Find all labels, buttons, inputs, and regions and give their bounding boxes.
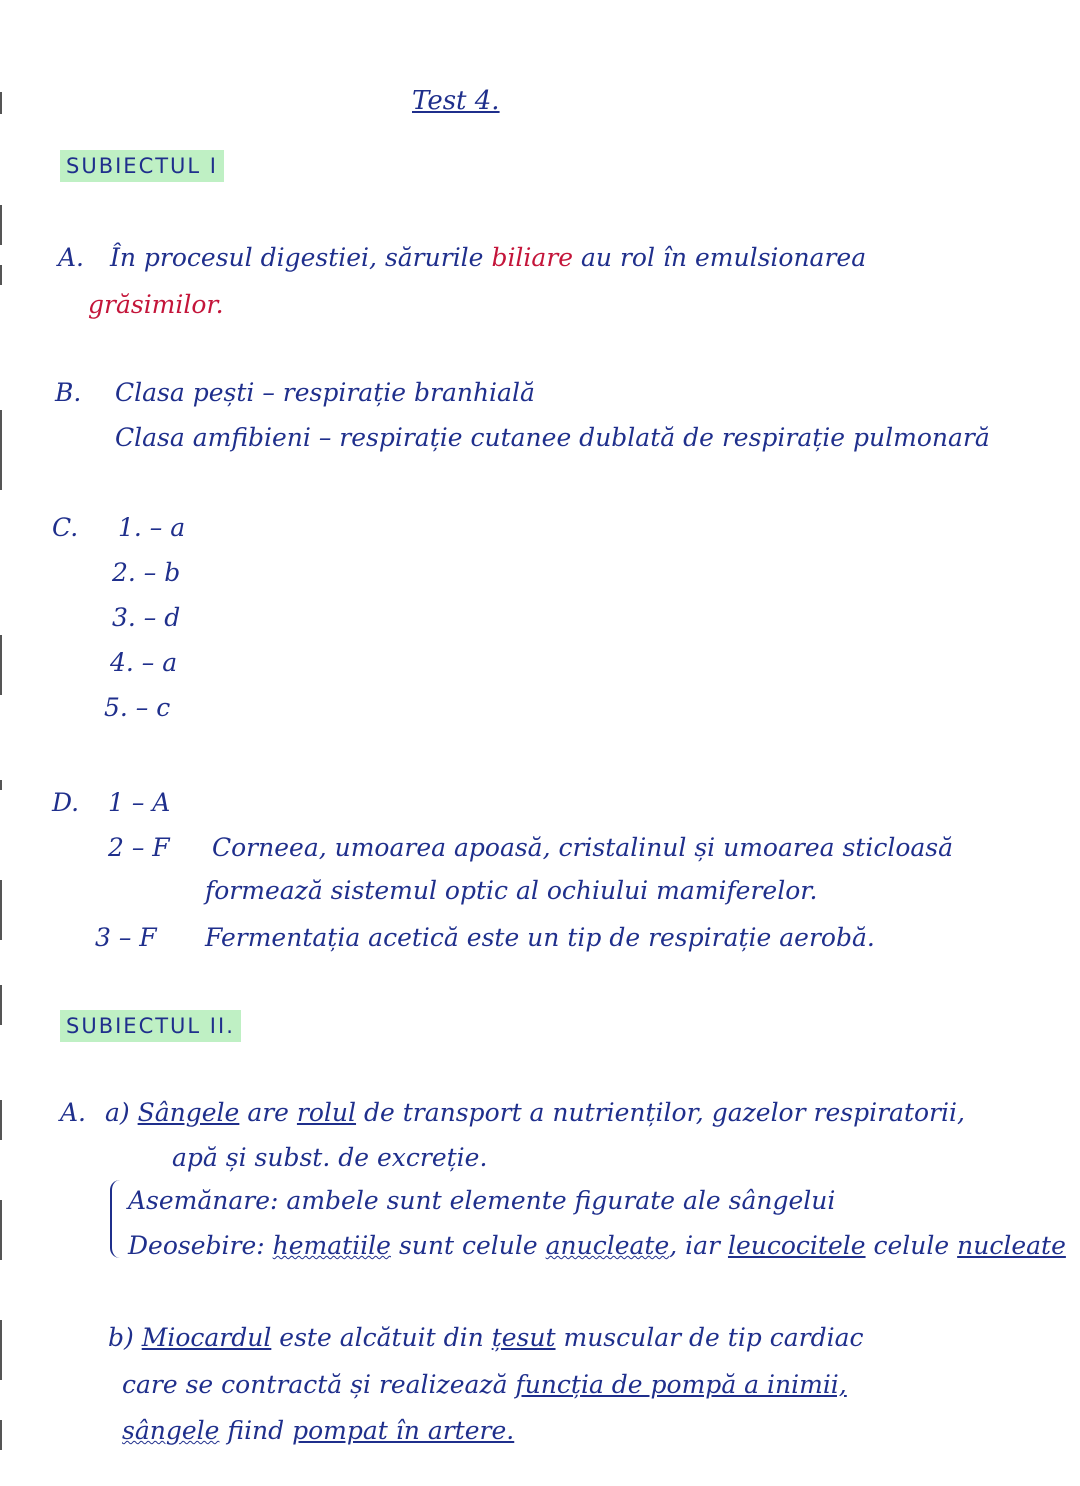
section-c-item-5: 5. – c bbox=[104, 693, 171, 722]
section-b-line-1: Clasa pești – respirație branhială bbox=[115, 378, 535, 407]
section-2a-line-2: apă și subst. de excreție. bbox=[172, 1143, 488, 1172]
arteries-term: pompat în artere. bbox=[292, 1416, 515, 1445]
similarity-line bbox=[128, 1188, 835, 1213]
section-a-label: A. bbox=[58, 243, 85, 272]
section-2a-label: A. bbox=[60, 1098, 87, 1127]
item-a-label: a) bbox=[105, 1098, 130, 1127]
item-a-text: are bbox=[247, 1098, 289, 1127]
section-2a-line-1 bbox=[105, 1100, 965, 1125]
section-b-label: B. bbox=[55, 378, 82, 407]
role-term: rolul bbox=[296, 1098, 357, 1127]
page-margin-mark bbox=[0, 1100, 2, 1140]
anucleate-term: anucleate bbox=[545, 1231, 670, 1260]
item-b-line-1 bbox=[108, 1325, 864, 1350]
difference-text-3: celule bbox=[873, 1231, 950, 1260]
page-margin-mark bbox=[0, 1320, 2, 1380]
subject-2-heading: SUBIECTUL II. bbox=[60, 1010, 241, 1042]
hematii-term: hematiile bbox=[272, 1231, 391, 1260]
leucocite-term: leucocitele bbox=[727, 1231, 866, 1260]
section-c-item-2: 2. – b bbox=[112, 558, 181, 587]
similarity-text: ambele sunt elemente figurate ale sângelui bbox=[286, 1186, 836, 1215]
section-a-line-2: grăsimilor. bbox=[88, 290, 224, 319]
page-margin-mark bbox=[0, 780, 2, 790]
similarity-label: Asemănare: bbox=[128, 1186, 279, 1215]
section-b-line-2: Clasa amfibieni – respirație cutanee dublată de respirație pulmonară bbox=[115, 423, 990, 452]
section-a-text: În procesul digestiei, sărurile bbox=[110, 243, 484, 272]
section-c-item-4: 4. – a bbox=[110, 648, 178, 677]
page-margin-mark bbox=[0, 635, 2, 695]
item-b-text-4: fiind bbox=[227, 1416, 285, 1445]
item-b-text-1: este alcătuit din bbox=[279, 1323, 484, 1352]
item-b-line-3 bbox=[122, 1418, 514, 1443]
section-c-item-1: 1. – a bbox=[118, 513, 186, 542]
item-a-text-rest: de transport a nutrienților, gazelor respiratorii, bbox=[363, 1098, 965, 1127]
subject-1-heading: SUBIECTUL I bbox=[60, 150, 224, 182]
section-c-label: C. bbox=[52, 513, 79, 542]
section-d-item-2: 2 – F bbox=[108, 833, 170, 862]
miocard-term: Miocardul bbox=[141, 1323, 272, 1352]
item-b-text-2: muscular de tip cardiac bbox=[563, 1323, 864, 1352]
section-d-item-3-text: Fermentația acetică este un tip de respirație aerobă. bbox=[205, 923, 875, 952]
page-margin-mark bbox=[0, 205, 2, 245]
page-margin-mark bbox=[0, 410, 2, 490]
page-margin-mark bbox=[0, 985, 2, 1025]
item-b-text-3: care se contractă și realizează bbox=[122, 1370, 508, 1399]
page-margin-mark bbox=[0, 1200, 2, 1260]
section-a-highlight: biliare bbox=[491, 243, 574, 272]
difference-text-2: , iar bbox=[669, 1231, 721, 1260]
page-margin-mark bbox=[0, 1420, 2, 1450]
difference-label: Deosebire: bbox=[128, 1231, 265, 1260]
tissue-term: țesut bbox=[491, 1323, 556, 1352]
section-c-item-3: 3. – d bbox=[112, 603, 181, 632]
section-d-item-2-text-1: Corneea, umoarea apoasă, cristalinul și umoarea sticloasă bbox=[212, 833, 954, 862]
page-margin-mark bbox=[0, 265, 2, 285]
page-margin-mark bbox=[0, 880, 2, 940]
brace-mark bbox=[110, 1180, 122, 1258]
item-b-label: b) bbox=[108, 1323, 134, 1352]
difference-text-1: sunt celule bbox=[398, 1231, 538, 1260]
page-title: Test 4. bbox=[412, 86, 500, 116]
section-d-item-1: 1 – A bbox=[108, 788, 171, 817]
page-margin-mark bbox=[0, 92, 2, 114]
section-d-item-2-text-2: formează sistemul optic al ochiului mamiferelor. bbox=[205, 876, 818, 905]
section-d-label: D. bbox=[52, 788, 80, 817]
nucleate-term: nucleate bbox=[957, 1231, 1066, 1260]
section-a-line-1 bbox=[110, 245, 866, 270]
blood-term-2: sângele bbox=[122, 1416, 220, 1445]
blood-term: Sângele bbox=[137, 1098, 240, 1127]
section-a-text-end: au rol în emulsionarea bbox=[581, 243, 867, 272]
difference-line bbox=[128, 1233, 1066, 1258]
item-b-line-2 bbox=[122, 1372, 847, 1397]
section-d-item-3: 3 – F bbox=[95, 923, 157, 952]
pump-function-term: funcția de pompă a inimii, bbox=[515, 1370, 847, 1399]
